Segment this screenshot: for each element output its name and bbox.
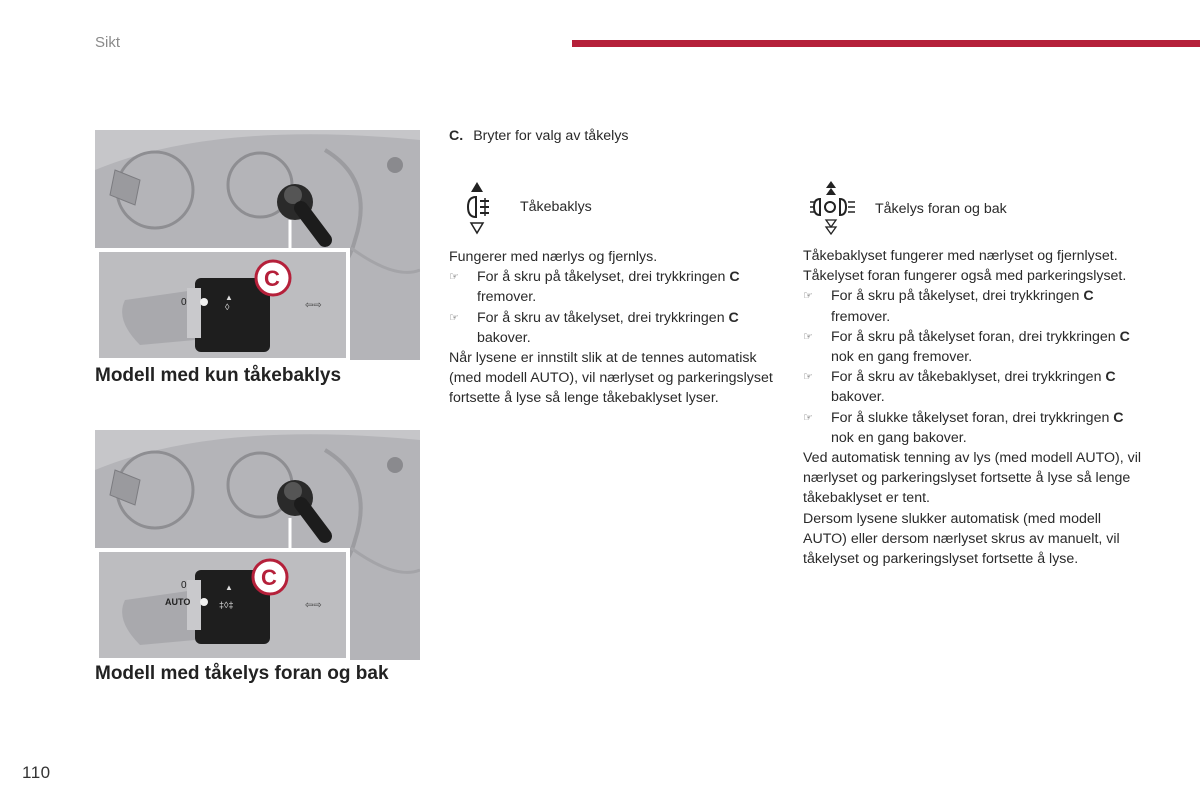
stalk-label-auto: AUTO [165,597,191,607]
figure-caption-front-rear-fog: Modell med tåkelys foran og bak [95,663,389,684]
right-para1: Ved automatisk tenning av lys (med modell AUTO), vil nærlyset og parkeringslyset fortsette å lyse så lenge tåkebaklyset er tent. [803,450,1142,507]
header-accent-bar [572,40,1200,47]
page-number: 110 [22,763,51,782]
front-and-rear-fog-light-icon [806,180,861,238]
right-bullet-4: ☞ For å slukke tåkelyset foran, drei trykkringen C nok en gang bakover. [803,409,1124,446]
middle-text-column [449,247,779,409]
middle-bullet-2: ☞ For å skru av tåkelyset, drei trykkringen C bakover. [449,309,739,346]
svg-text:C: C [264,266,280,291]
middle-para: Når lysene er innstilt slik at de tennes automatisk (med modell AUTO), vil nærlyset og parkeringslyset fortsette å lyse så lenge tåkebaklyset lyser. [449,350,773,407]
middle-line1: Fungerer med nærlys og fjernlys. [449,249,658,265]
rear-fog-label: Tåkebaklys [520,199,592,215]
right-line1: Tåkebaklyset fungerer med nærlyset og fjernlyset. [803,248,1118,264]
right-bullet-2: ☞ For å skru på tåkelyset foran, drei trykkringen C nok en gang fremover. [803,328,1130,366]
right-para2: Dersom lysene slukker automatisk (med modell AUTO) eller dersom nærlyset skrus av manuelt, vil tåkelyset og parkeringslyset fortsette å lyse. [803,510,1120,568]
intro-letter: C. [449,128,464,144]
right-line2: Tåkelyset foran fungerer også med parkeringslyset. [803,268,1127,285]
right-bullet-3: ☞ For å skru av tåkebaklyset, drei trykkringen C bakover. [803,369,1116,406]
middle-bullet-1: ☞ For å skru på tåkelyset, drei trykkringen C fremover. [449,269,740,306]
svg-text:‡◊‡: ‡◊‡ [219,600,234,610]
right-bullet-1: ☞ For å skru på tåkelyset, drei trykkringen C fremover. [803,288,1094,325]
stalk-label-0: 0 [181,580,187,591]
right-text-column [803,246,1143,569]
intro-line [449,128,629,144]
rear-fog-light-icon [462,180,502,238]
section-label: Sikt [95,34,121,51]
svg-text:▲: ▲ [225,293,233,302]
stalk-label-0: 0 [181,297,187,308]
svg-text:⇦⇨: ⇦⇨ [305,600,322,611]
svg-text:⇦⇨: ⇦⇨ [305,300,322,311]
stalk-illustration-front-rear-fog [95,430,420,660]
stalk-illustration-rear-fog [95,130,420,360]
figure-caption-rear-fog: Modell med kun tåkebaklys [95,365,342,386]
svg-text:C: C [261,565,277,590]
svg-text:◊: ◊ [225,302,230,312]
intro-text: Bryter for valg av tåkelys [473,128,629,144]
svg-text:▲: ▲ [225,583,233,592]
front-rear-fog-label: Tåkelys foran og bak [875,201,1007,217]
